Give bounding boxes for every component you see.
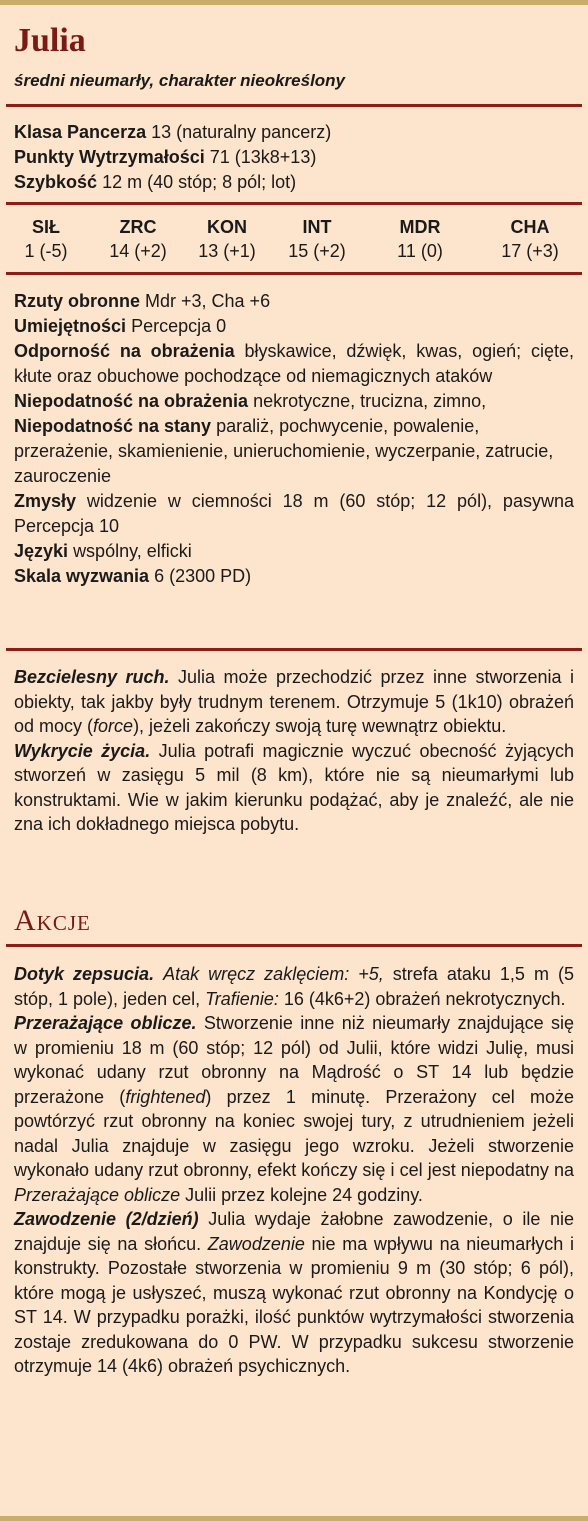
action-horrifying-visage (14, 1011, 574, 1207)
traits-section (14, 665, 574, 837)
trait-name: Bezcielesny ruch. (14, 667, 170, 687)
armor-class-label: Klasa Pancerza (14, 122, 147, 142)
hit-points-label: Punkty Wytrzymałości (14, 147, 205, 167)
ability-label: MDR (399, 217, 441, 237)
trait-text: ), jeżeli zakończy swoją turę wewnątrz obiektu. (133, 716, 507, 736)
actions-heading: Akcje (14, 904, 91, 937)
action-wail (14, 1207, 574, 1379)
ability-dex (98, 215, 178, 263)
action-text-italic: Atak wręcz zaklęciem: +5, (163, 964, 384, 984)
ability-label: INT (302, 217, 332, 237)
damage-immunities-label: Niepodatność na obrażenia (14, 391, 249, 411)
ability-label: KON (207, 217, 247, 237)
action-name: Dotyk zepsucia. (14, 964, 155, 984)
damage-immunities (14, 389, 574, 414)
ability-con (187, 215, 267, 263)
creature-name: Julia (14, 22, 86, 59)
saving-throws (14, 289, 574, 314)
speed-label: Szybkość (14, 172, 98, 192)
properties-section (14, 289, 574, 589)
ability-int (277, 215, 357, 263)
ability-label: CHA (510, 217, 550, 237)
divider-rule (6, 648, 582, 651)
divider-rule (6, 202, 582, 205)
ability-value: 14 (+2) (109, 241, 167, 261)
challenge-rating-value: 6 (2300 PD) (154, 566, 252, 586)
ability-str (6, 215, 86, 263)
ability-value: 17 (+3) (501, 241, 559, 261)
trait-text-italic: force (93, 716, 134, 736)
armor-class (14, 120, 574, 145)
creature-subtitle: średni nieumarły, charakter nieokreślony (14, 71, 346, 90)
trait-incorporeal-movement (14, 665, 574, 739)
ability-wis (380, 215, 460, 263)
ability-value: 13 (+1) (198, 241, 256, 261)
damage-resistances (14, 339, 574, 389)
hit-points-value: 71 (13k8+13) (209, 147, 317, 167)
divider-rule (6, 272, 582, 275)
divider-rule (6, 104, 582, 107)
action-text-italic: Zawodzenie (207, 1233, 305, 1254)
trait-text: Julia potrafi magicznie wyczuć obecność żyjących stworzeń w zasięgu 5 mil (8 km), które nie są nieumarłymi lub konstruktami. Wie w jakim kierunku podążać, aby je znaleźć, ale nie zna ich dokładnego miejsca pobytu. (14, 740, 574, 834)
senses (14, 489, 574, 539)
armor-class-value: 13 (naturalny pancerz) (151, 122, 332, 142)
challenge-rating-label: Skala wyzwania (14, 566, 150, 586)
action-text-italic: frightened (125, 1086, 206, 1107)
action-text: Julia wydaje żałobne zawodzenie, o ile nie znajduje się na słońcu. (14, 1209, 574, 1254)
action-text: ) przez 1 minutę. Przerażony cel może powtórzyć rzut obronny na koniec swojej tury, z utrudnieniem jeżeli nadal Julia znajduje w zasięgu jego wzroku. Jeżeli stworzenie wykonało udany rzut obronny, efekt kończy się i cel jest niepodatny na (14, 1086, 574, 1180)
trait-detect-life (14, 739, 574, 837)
trait-text: Julia może przechodzić przez inne stworzenia i obiekty, tak jakby były trudnym terenem. Otrzymuje 5 (1k10) obrażeń od mocy ( (14, 667, 574, 736)
speed (14, 170, 574, 195)
skills-value: Percepcja 0 (131, 316, 227, 336)
action-text: 16 (4k6+2) obrażeń nekrotycznych. (283, 988, 566, 1009)
action-text: Stworzenie inne niż nieumarły znajdujące się w promieniu 18 m (60 stóp; 12 pól) od Julii, które widzi Julię, musi wykonać udany rzut obronny na Mądrość o ST 14 lub będzie przerażone ( (14, 1013, 574, 1107)
ability-label: ZRC (119, 217, 157, 237)
skills-label: Umiejętności (14, 316, 127, 336)
condition-immunities-value: paraliż, pochwycenie, powalenie, przerażenie, skamienienie, unieruchomienie, wyczerpanie, zatrucie, zauroczenie (14, 416, 554, 486)
senses-label: Zmysły (14, 491, 77, 511)
action-name: Zawodzenie (2/dzień) (14, 1209, 199, 1229)
skills (14, 314, 574, 339)
damage-resistances-value: błyskawice, dźwięk, kwas, ogień; cięte, kłute oraz obuchowe pochodzące od niemagicznych ataków (14, 341, 574, 386)
ability-value: 1 (-5) (24, 241, 68, 261)
action-name: Przerażające oblicze. (14, 1013, 197, 1033)
action-corrupting-touch (14, 962, 574, 1011)
action-text: strefa ataku 1,5 m (5 stóp, 1 pole), jeden cel, (14, 964, 574, 1009)
challenge-rating (14, 564, 574, 589)
trait-name: Wykrycie życia. (14, 740, 151, 761)
ability-cha (490, 215, 570, 263)
defense-section (14, 120, 574, 195)
senses-value: widzenie w ciemności 18 m (60 stóp; 12 pól), pasywna Percepcja 10 (14, 491, 574, 536)
damage-resistances-label: Odporność na obrażenia (14, 341, 235, 361)
hit-points (14, 145, 574, 170)
action-text-italic: Trafienie: (205, 988, 279, 1009)
divider-rule (6, 944, 582, 947)
speed-value: 12 m (40 stóp; 8 pól; lot) (102, 172, 297, 192)
saving-throws-label: Rzuty obronne (14, 291, 140, 311)
ability-value: 11 (0) (397, 241, 443, 261)
action-text: nie ma wpływu na nieumarłych i konstrukty. Pozostałe stworzenia w promieniu 9 m (30 stóp; 6 pól), które mogą je usłyszeć, muszą wykonać rzut obronny na Kondycję o ST 14. W przypadku porażki, ilość punktów wytrzymałości stworzenia zostaje zredukowana do 0 PW. W przypadku sukcesu stworzenie otrzymuje 14 (4k6) obrażeń psychicznych. (14, 1233, 574, 1376)
ability-value: 15 (+2) (288, 241, 346, 261)
action-text: Julii przez kolejne 24 godziny. (185, 1184, 423, 1205)
ability-label: SIŁ (31, 217, 60, 237)
languages (14, 539, 574, 564)
condition-immunities (14, 414, 574, 489)
condition-immunities-label: Niepodatność na stany (14, 416, 212, 436)
damage-immunities-value: nekrotyczne, trucizna, zimno, (253, 391, 487, 411)
languages-label: Języki (14, 541, 69, 561)
actions-section (14, 962, 574, 1379)
languages-value: wspólny, elficki (73, 541, 192, 561)
saving-throws-value: Mdr +3, Cha +6 (145, 291, 271, 311)
action-text-italic: Przerażające oblicze (14, 1184, 181, 1205)
